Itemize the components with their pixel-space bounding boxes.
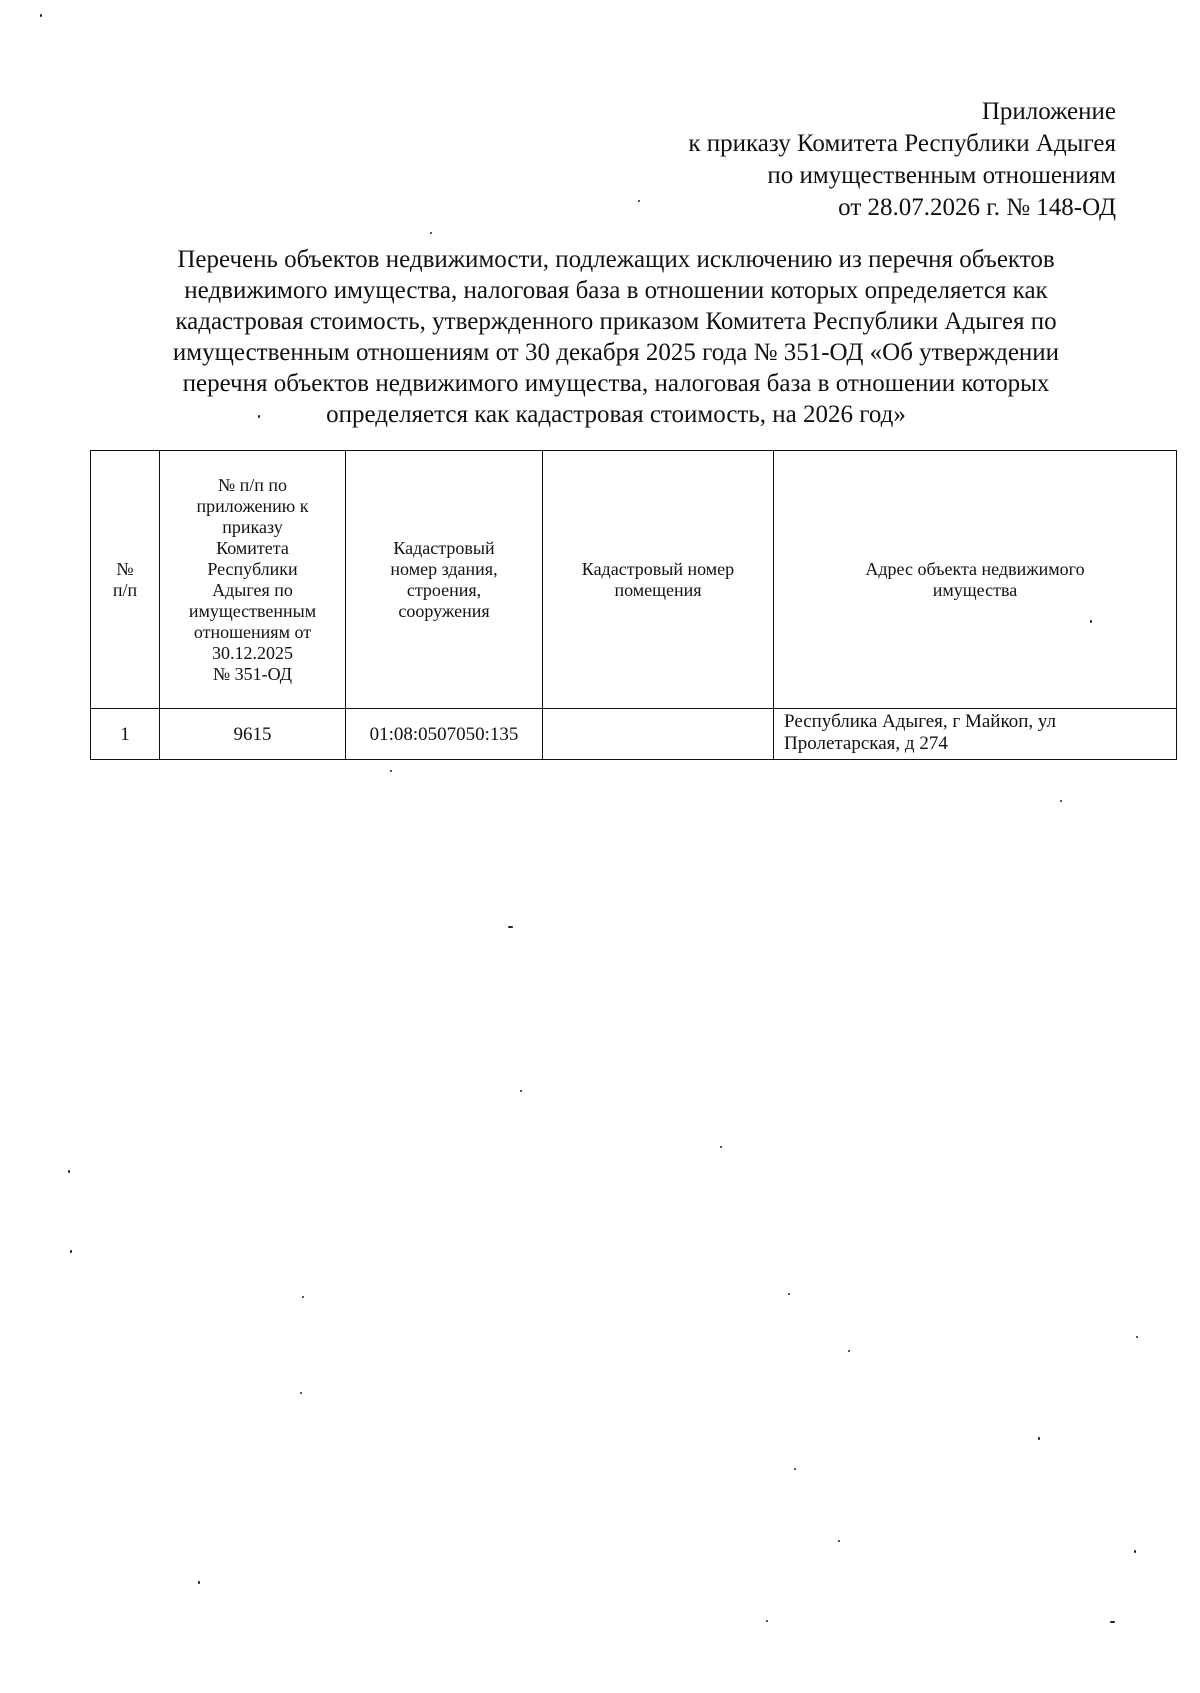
title-line: имущественным отношениям от 30 декабря 2025 года № 351-ОД «Об утверждении — [172, 339, 1060, 366]
header-room-cadastral: Кадастровый номер помещения — [543, 451, 774, 709]
document-title — [118, 244, 1114, 430]
scan-speck — [198, 1581, 200, 1584]
scan-speck — [508, 926, 513, 928]
scan-speck — [302, 1296, 304, 1298]
scan-speck — [1134, 1550, 1136, 1553]
scan-speck — [70, 1250, 72, 1253]
title-line: определяется как кадастровая стоимость, на 2026 год» — [326, 401, 906, 428]
appendix-block — [688, 96, 1116, 224]
appendix-order-ref: к приказу Комитета Республики Адыгея — [688, 130, 1116, 157]
table-header-row — [91, 451, 1177, 709]
scan-speck — [1136, 1336, 1138, 1338]
appendix-label: Приложение — [981, 98, 1116, 125]
scan-speck — [300, 1392, 302, 1394]
table-row — [91, 709, 1177, 760]
scan-speck — [520, 1090, 522, 1092]
scan-speck — [720, 1146, 722, 1148]
scan-speck — [68, 1170, 70, 1173]
cell-building-cadastral: 01:08:0507050:135 — [346, 709, 543, 760]
appendix-committee: по имущественным отношениям — [767, 162, 1116, 189]
scan-speck — [638, 200, 640, 202]
header-appendix-number: № п/п по приложению к приказу Комитета Республики Адыгея по имущественным отношениям от 30.12.2025 № 351-ОД — [160, 451, 346, 709]
scan-speck — [258, 415, 260, 418]
header-address: Адрес объекта недвижимого имущества — [774, 451, 1177, 709]
scan-speck — [1038, 1437, 1040, 1440]
cell-row-number: 1 — [91, 709, 160, 760]
appendix-date-number: от 28.07.2026 г. № 148-ОД — [838, 194, 1116, 221]
scan-speck — [40, 14, 42, 17]
title-line: Перечень объектов недвижимости, подлежащих исключению из перечня объектов — [177, 246, 1055, 273]
scan-speck — [390, 770, 392, 772]
scan-speck — [1090, 620, 1092, 623]
title-line: перечня объектов недвижимого имущества, налоговая база в отношении которых — [182, 370, 1050, 397]
cell-address: Республика Адыгея, г Майкоп, ул Пролетарская, д 274 — [774, 709, 1177, 760]
scan-speck — [794, 1468, 796, 1470]
scan-speck — [430, 232, 432, 234]
scan-speck — [766, 1620, 768, 1622]
header-row-number: № п/п — [91, 451, 160, 709]
scan-speck — [1060, 800, 1062, 802]
scan-speck — [838, 1540, 840, 1542]
title-line: недвижимого имущества, налоговая база в отношении которых определяется как — [184, 277, 1048, 304]
title-line: кадастровая стоимость, утвержденного приказом Комитета Республики Адыгея по — [175, 308, 1057, 335]
header-building-cadastral: Кадастровый номер здания, строения, сооружения — [346, 451, 543, 709]
scan-speck — [788, 1293, 790, 1295]
scan-speck — [848, 1350, 850, 1352]
cell-appendix-number: 9615 — [160, 709, 346, 760]
objects-table — [90, 450, 1177, 760]
scan-speck — [1110, 1621, 1115, 1623]
cell-room-cadastral — [543, 709, 774, 760]
